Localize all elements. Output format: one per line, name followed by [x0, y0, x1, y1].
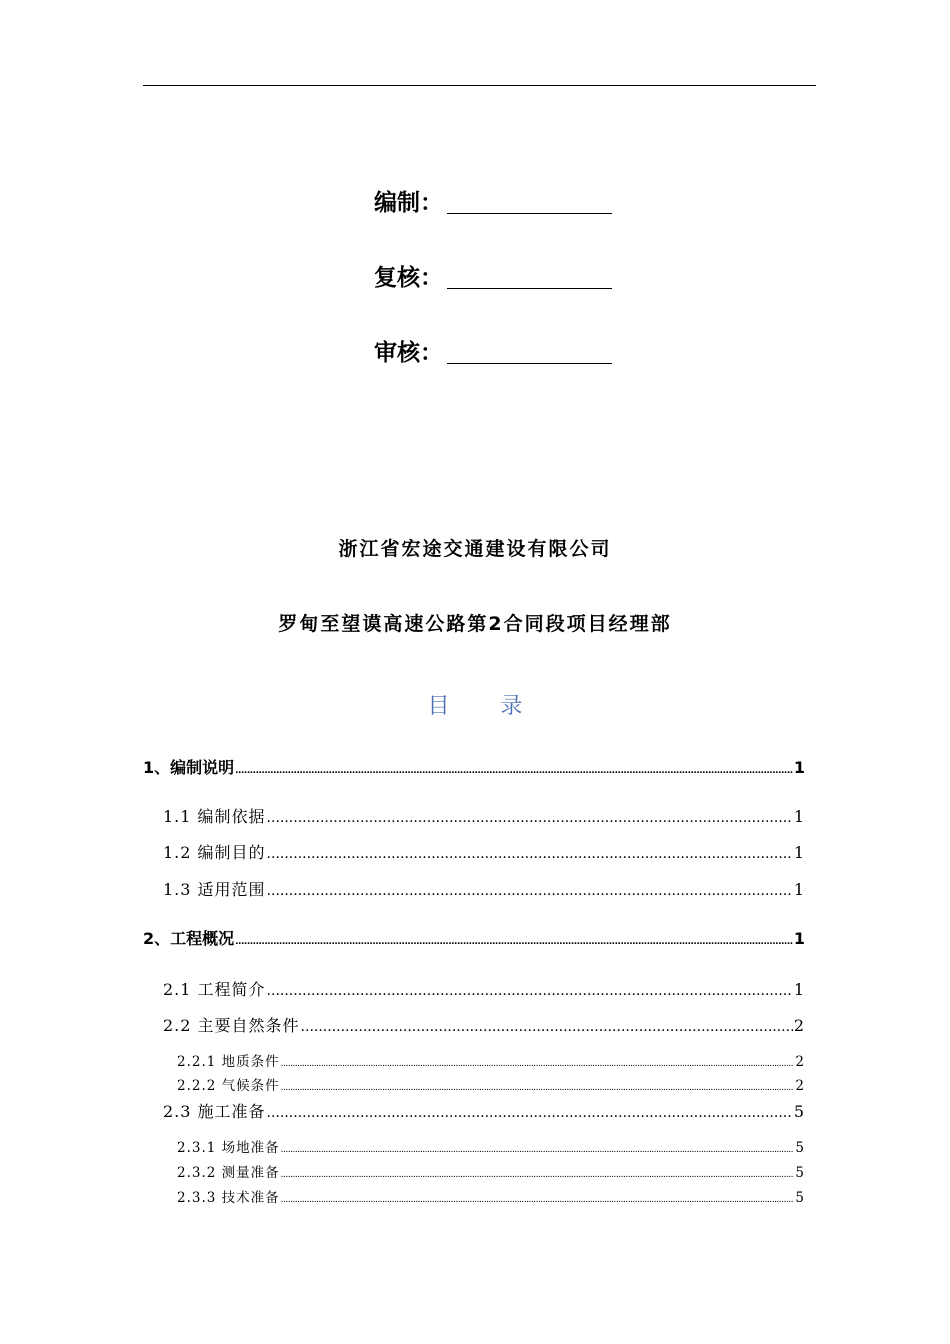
- toc-entry-label: 2.2.1 地质条件: [177, 1054, 280, 1070]
- toc-entry[interactable]: [143, 928, 805, 953]
- toc-leader-dots: [301, 1016, 793, 1038]
- toc-entry-label: 1.2 编制目的: [163, 843, 266, 862]
- toc-entry-page: 5: [795, 1190, 805, 1206]
- signature-row-reviewer: [374, 255, 612, 295]
- toc-entry-label: 1.3 适用范围: [163, 880, 266, 899]
- toc-entry-label: 1.1 编制依据: [163, 807, 266, 826]
- toc-entry-page: 1: [793, 929, 805, 948]
- toc-leader-dots: [267, 807, 793, 829]
- toc-entry-page: 1: [793, 758, 805, 777]
- toc-entry[interactable]: [163, 879, 805, 902]
- toc-entry[interactable]: [163, 806, 805, 829]
- company-name: 浙江省宏途交通建设有限公司: [338, 538, 612, 560]
- toc-entry[interactable]: [177, 1139, 805, 1159]
- toc-entry[interactable]: [143, 757, 805, 782]
- toc-entry-label: 1、编制说明: [143, 758, 235, 777]
- toc-entry-page: 2: [795, 1078, 805, 1094]
- toc-entry-page: 5: [793, 1102, 805, 1121]
- toc-leader-dots: [267, 980, 793, 1002]
- toc-leader-dots: [267, 880, 793, 902]
- toc-entry-page: 2: [793, 1016, 805, 1035]
- toc-entry-page: 5: [795, 1165, 805, 1181]
- toc-leader-dots: [235, 931, 793, 953]
- toc-entry[interactable]: [177, 1053, 805, 1073]
- toc-leader-dots: [281, 1055, 795, 1073]
- toc-entry-label: 2.3 施工准备: [163, 1102, 266, 1121]
- approver-label: 审核：: [374, 340, 443, 366]
- toc-leader-dots: [281, 1141, 795, 1159]
- toc-leader-dots: [281, 1166, 795, 1184]
- toc-entry-page: 1: [793, 807, 805, 826]
- reviewer-signature-line: [447, 288, 612, 289]
- toc-entry-page: 1: [793, 843, 805, 862]
- toc-entry-label: 2.1 工程简介: [163, 980, 266, 999]
- toc-entry-page: 1: [793, 980, 805, 999]
- toc-entry-label: 2.3.3 技术准备: [177, 1190, 280, 1206]
- toc-entry-label: 2、工程概况: [143, 929, 235, 948]
- toc-leader-dots: [281, 1079, 795, 1097]
- toc-leader-dots: [267, 843, 793, 865]
- signature-row-approver: [374, 330, 612, 370]
- approver-signature-line: [447, 363, 612, 364]
- toc-entry[interactable]: [163, 842, 805, 865]
- compiler-label: 编制：: [374, 190, 443, 216]
- toc-entry-label: 2.2 主要自然条件: [163, 1016, 300, 1035]
- toc-entry-label: 2.2.2 气候条件: [177, 1078, 280, 1094]
- compiler-signature-line: [447, 213, 612, 214]
- toc-entry[interactable]: [177, 1077, 805, 1097]
- reviewer-label: 复核：: [374, 265, 443, 291]
- toc-entry[interactable]: [177, 1189, 805, 1209]
- toc-entry[interactable]: [163, 1015, 805, 1038]
- toc-entry-label: 2.3.1 场地准备: [177, 1140, 280, 1156]
- toc-entry[interactable]: [163, 1101, 805, 1124]
- toc-leader-dots: [281, 1191, 795, 1209]
- signature-row-compiler: [374, 180, 612, 220]
- toc-entry-page: 1: [793, 880, 805, 899]
- toc-leader-dots: [235, 760, 793, 782]
- toc-title: 目 录: [427, 694, 545, 719]
- header-rule: [143, 85, 816, 86]
- toc-entry[interactable]: [163, 979, 805, 1002]
- project-department: 罗甸至望谟高速公路第2合同段项目经理部: [278, 613, 672, 635]
- toc-entry-page: 2: [795, 1054, 805, 1070]
- toc-entry[interactable]: [177, 1164, 805, 1184]
- toc-entry-page: 5: [795, 1140, 805, 1156]
- toc-entry-label: 2.3.2 测量准备: [177, 1165, 280, 1181]
- toc-leader-dots: [267, 1102, 793, 1124]
